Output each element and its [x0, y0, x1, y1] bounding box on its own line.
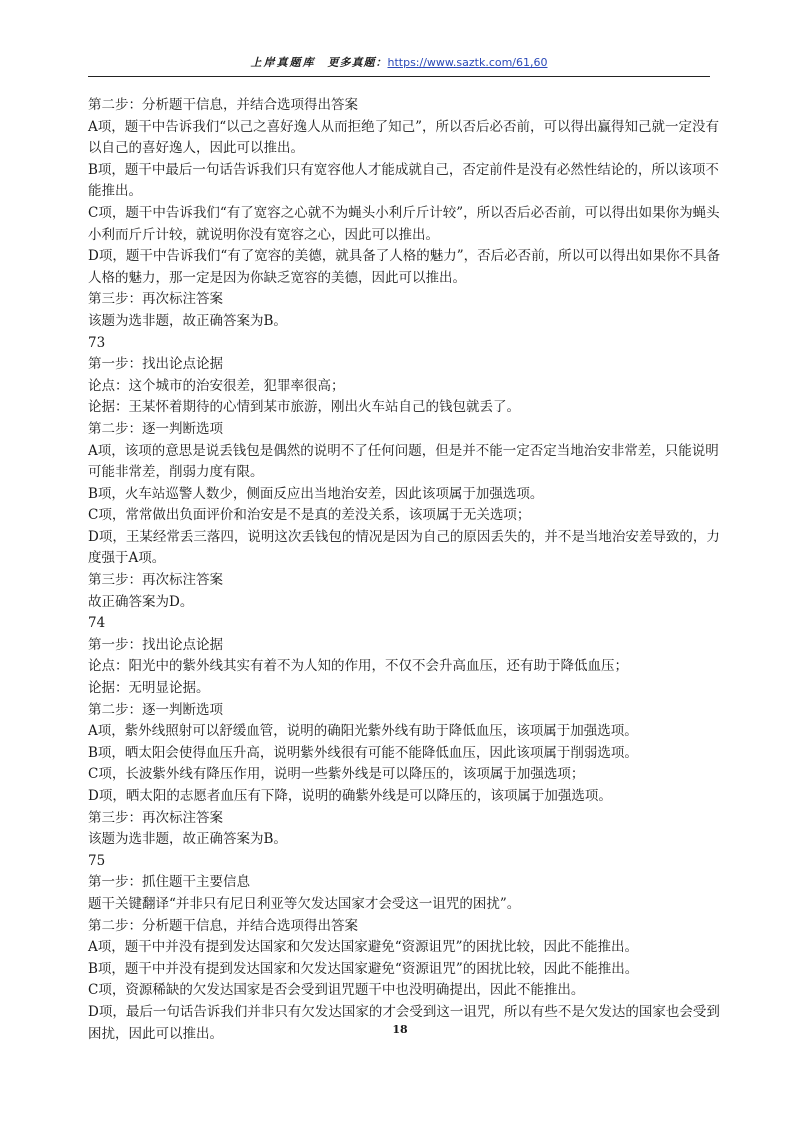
step-heading: 第二步：分析题干信息，并结合选项得出答案 [88, 917, 358, 934]
page-header [88, 54, 710, 76]
option-b: B项，晒太阳会使得血压升高，说明紫外线很有可能不能降低血压，因此该项属于削弱选项。 [88, 744, 638, 761]
option-c: C项，资源稀缺的欠发达国家是否会受到诅咒题干中也没明确提出，因此不能推出。 [88, 982, 585, 999]
key-translation: 题干关键翻译“并非只有尼日利亚等欠发达国家才会受这一诅咒的困扰”。 [88, 895, 521, 912]
option-b: B项，题干中最后一句话告诉我们只有宽容他人才能成就自己，否定前件是没有必然性结论的，所以该项不能推出。 [88, 161, 719, 200]
option-b: B项，题干中并没有提到发达国家和欠发达国家避免“资源诅咒”的困扰比较，因此不能推出。 [88, 960, 639, 977]
option-d: D项，题干中告诉我们“有了宽容的美德，就具备了人格的魅力”，否后必否前，所以可以得出如果你不具备人格的魅力，那一定是因为你缺乏宽容的美德，因此可以推出。 [88, 248, 721, 286]
option-b: B项，火车站巡警人数少，侧面反应出当地治安差，因此该项属于加强选项。 [88, 485, 544, 502]
argument-evidence: 论据：无明显论据。 [88, 680, 210, 697]
argument-point: 论点：这个城市的治安很差，犯罪率很高； [88, 377, 345, 394]
step-heading: 第二步：分析题干信息，并结合选项得出答案 [88, 97, 358, 113]
answer-line: 该题为选非题，故正确答案为B。 [88, 312, 287, 329]
step-heading: 第三步：再次标注答案 [88, 809, 223, 826]
step-heading: 第一步：抓住题干主要信息 [88, 874, 250, 891]
step-heading: 第二步：逐一判断选项 [88, 420, 223, 437]
answer-line: 该题为选非题，故正确答案为B。 [88, 831, 287, 848]
document-body [88, 95, 722, 1045]
header-link[interactable]: https://www.saztk.com/61,60 [387, 56, 548, 69]
step-heading: 第三步：再次标注答案 [88, 572, 223, 589]
option-d: D项，晒太阳的志愿者血压有下降，说明的确紫外线是可以降压的，该项属于加强选项。 [88, 788, 612, 804]
question-number: 75 [88, 852, 106, 869]
option-d: D项，最后一句话告诉我们并非只有欠发达国家的才会受到这一诅咒，所以有些不是欠发达的国家也会受到困扰，因此可以推出。 [88, 1003, 720, 1042]
header-brand: 上岸真题库 [250, 56, 316, 69]
option-d: D项，王某经常丢三落四，说明这次丢钱包的情况是因为自己的原因丢失的，并不是当地治安差导致的，力度强于A项。 [88, 528, 720, 567]
option-c: C项，题干中告诉我们“有了宽容之心就不为蝇头小利斤斤计较”，所以否后必否前，可以得出如果你为蝇头小利而斤斤计较，就说明你没有宽容之心，因此可以推出。 [88, 204, 720, 243]
option-a: A项，题干中并没有提到发达国家和欠发达国家避免“资源诅咒”的困扰比较，因此不能推出。 [88, 939, 639, 956]
option-a: A项，题干中告诉我们“以己之喜好逸人从而拒绝了知己”，所以否后必否前，可以得出赢得知己就一定没有以自己的喜好逸人，因此可以推出。 [88, 118, 720, 157]
option-c: C项，长波紫外线有降压作用，说明一些紫外线是可以降压的，该项属于加强选项； [88, 766, 585, 783]
option-c: C项，常常做出负面评价和治安是不是真的差没关系，该项属于无关选项； [88, 507, 531, 524]
step-heading: 第一步：找出论点论据 [88, 636, 223, 653]
option-a: A项，该项的意思是说丢钱包是偶然的说明不了任何问题，但是并不能一定否定当地治安非常差，只能说明可能非常差，削弱力度有限。 [88, 442, 719, 481]
header-rule [88, 76, 710, 77]
step-heading: 第一步：找出论点论据 [88, 356, 223, 373]
option-a: A项，紫外线照射可以舒缓血管，说明的确阳光紫外线有助于降低血压，该项属于加强选项。 [88, 723, 638, 740]
argument-point: 论点：阳光中的紫外线其实有着不为人知的作用，不仅不会升高血压，还有助于降低血压； [88, 658, 628, 675]
step-heading: 第二步：逐一判断选项 [88, 701, 223, 718]
question-number: 74 [88, 615, 106, 632]
step-heading: 第三步：再次标注答案 [88, 291, 223, 308]
argument-evidence: 论据：王某怀着期待的心情到某市旅游，刚出火车站自己的钱包就丢了。 [88, 399, 520, 416]
header-label: 更多真题： [327, 56, 388, 69]
page-number: 18 [392, 1023, 408, 1036]
answer-line: 故正确答案为D。 [88, 593, 194, 610]
question-number: 73 [88, 334, 106, 351]
